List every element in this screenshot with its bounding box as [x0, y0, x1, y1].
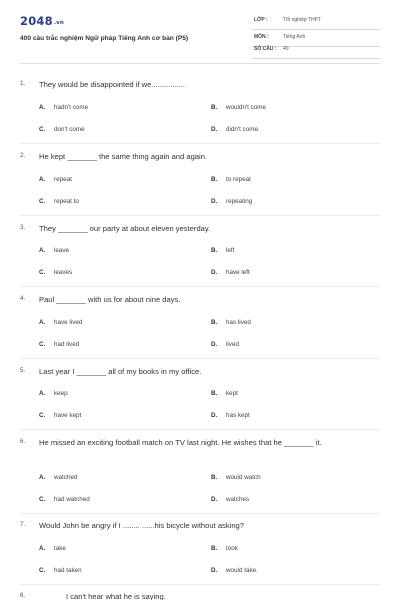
- question-divider: [20, 513, 380, 514]
- question-divider: [20, 286, 380, 287]
- option-letter: B.: [211, 319, 218, 326]
- header-divider: [20, 63, 380, 64]
- option-text: had watched: [54, 496, 90, 503]
- question-stem: They _______ our party at about eleven yesterday.: [39, 224, 211, 233]
- logo-text: 2048: [20, 14, 53, 28]
- option-letter: B.: [211, 474, 218, 481]
- option-b[interactable]: [211, 390, 238, 397]
- question-stem: He missed an exciting football match on TV last night. He wishes that he _______ it.: [39, 438, 322, 447]
- question-stem: Last year I _______ all of my books in my office.: [39, 367, 202, 376]
- question-number: 4.: [20, 295, 26, 302]
- option-text: kept: [226, 390, 238, 397]
- meta-row-class: [252, 13, 380, 30]
- option-c[interactable]: [39, 567, 82, 574]
- option-letter: A.: [39, 319, 46, 326]
- question-number: 2.: [20, 152, 26, 159]
- option-a[interactable]: [39, 176, 72, 183]
- option-d[interactable]: [211, 341, 239, 348]
- option-text: had lived: [54, 341, 80, 348]
- option-letter: D.: [211, 496, 218, 503]
- option-letter: B.: [211, 390, 218, 397]
- option-letter: C.: [39, 198, 46, 205]
- option-letter: D.: [211, 341, 218, 348]
- option-text: had taken: [54, 567, 82, 574]
- option-letter: C.: [39, 269, 46, 276]
- option-a[interactable]: [39, 247, 69, 254]
- question-divider: [20, 429, 380, 430]
- question-number: 3.: [20, 224, 26, 231]
- option-c[interactable]: [39, 198, 79, 205]
- option-c[interactable]: [39, 341, 79, 348]
- option-text: repeating: [226, 198, 253, 205]
- option-c[interactable]: [39, 269, 72, 276]
- option-text: watches: [226, 496, 250, 503]
- option-text: wouldn't come: [226, 104, 267, 111]
- option-b[interactable]: [211, 176, 251, 183]
- option-b[interactable]: [211, 104, 266, 111]
- option-text: would take.: [226, 567, 258, 574]
- site-logo[interactable]: [20, 14, 64, 28]
- option-text: didn't come.: [226, 126, 260, 133]
- question-number: 7.: [20, 521, 26, 528]
- option-text: repeat to: [54, 198, 79, 205]
- question-number: 8.: [20, 592, 26, 599]
- meta-value: Tiếng Anh: [283, 34, 306, 40]
- option-b[interactable]: [211, 474, 261, 481]
- option-letter: C.: [39, 341, 46, 348]
- option-d[interactable]: [211, 496, 249, 503]
- option-letter: A.: [39, 390, 46, 397]
- option-letter: D.: [211, 126, 218, 133]
- option-letter: D.: [211, 198, 218, 205]
- option-text: would watch: [226, 474, 261, 481]
- option-letter: C.: [39, 412, 46, 419]
- option-a[interactable]: [39, 545, 66, 552]
- option-letter: A.: [39, 247, 46, 254]
- question-number: 6.: [20, 438, 26, 445]
- meta-row-count: [252, 42, 380, 59]
- question-stem: Paul _______ with us for about nine days.: [39, 295, 181, 304]
- option-c[interactable]: [39, 496, 90, 503]
- option-letter: A.: [39, 104, 46, 111]
- question-divider: [20, 143, 380, 144]
- question-number: 5.: [20, 367, 26, 374]
- option-d[interactable]: [211, 126, 260, 133]
- option-d[interactable]: [211, 269, 250, 276]
- question-stem: He kept _______ the same thing again and again.: [39, 152, 208, 161]
- option-letter: D.: [211, 412, 218, 419]
- option-text: have lived: [54, 319, 83, 326]
- option-text: don't come: [54, 126, 85, 133]
- question-number: 1.: [20, 80, 26, 87]
- option-text: left: [226, 247, 235, 254]
- question-divider: [20, 358, 380, 359]
- document-title: 400 câu trắc nghiệm Ngữ pháp Tiếng Anh cơ bản (P5): [20, 35, 189, 42]
- option-text: leaves: [54, 269, 73, 276]
- option-letter: C.: [39, 496, 46, 503]
- option-letter: B.: [211, 247, 218, 254]
- option-text: leave: [54, 247, 70, 254]
- question-stem: I can't hear what he is saying.: [66, 592, 166, 600]
- question-divider: [20, 215, 380, 216]
- option-letter: B.: [211, 104, 218, 111]
- option-text: has lived: [226, 319, 251, 326]
- option-letter: D.: [211, 567, 218, 574]
- option-b[interactable]: [211, 319, 251, 326]
- option-text: repeat: [54, 176, 72, 183]
- option-text: have left: [226, 269, 250, 276]
- option-b[interactable]: [211, 545, 238, 552]
- option-text: watched: [54, 474, 78, 481]
- meta-key: LỚP :: [254, 17, 268, 23]
- meta-key: MÔN :: [254, 34, 269, 40]
- meta-value: Tốt nghiệp THPT: [283, 17, 321, 23]
- option-c[interactable]: [39, 126, 85, 133]
- option-text: took: [226, 545, 238, 552]
- option-letter: A.: [39, 474, 46, 481]
- meta-key: SỐ CÂU :: [254, 46, 277, 52]
- logo-suffix: .vn: [53, 20, 65, 26]
- question-stem: Would John be angry if I ........ ......his bicycle without asking?: [39, 521, 244, 530]
- option-d[interactable]: [211, 567, 258, 574]
- option-text: lived: [226, 341, 239, 348]
- option-text: to repeat: [226, 176, 251, 183]
- option-d[interactable]: [211, 198, 252, 205]
- option-c[interactable]: [39, 412, 81, 419]
- option-letter: D.: [211, 269, 218, 276]
- option-text: take: [54, 545, 66, 552]
- option-letter: A.: [39, 176, 46, 183]
- question-divider: [20, 584, 380, 585]
- meta-value: 40: [283, 46, 289, 52]
- option-a[interactable]: [39, 390, 68, 397]
- question-stem: They would be disappointed if we................: [39, 80, 186, 89]
- option-text: have kept: [54, 412, 82, 419]
- option-letter: C.: [39, 567, 46, 574]
- option-text: hadn't come: [54, 104, 89, 111]
- option-d[interactable]: [211, 412, 250, 419]
- option-b[interactable]: [211, 247, 234, 254]
- option-text: has kept: [226, 412, 250, 419]
- option-a[interactable]: [39, 319, 82, 326]
- option-letter: B.: [211, 176, 218, 183]
- option-letter: A.: [39, 545, 46, 552]
- option-text: keep: [54, 390, 68, 397]
- option-letter: B.: [211, 545, 218, 552]
- option-a[interactable]: [39, 104, 88, 111]
- option-letter: C.: [39, 126, 46, 133]
- option-a[interactable]: [39, 474, 77, 481]
